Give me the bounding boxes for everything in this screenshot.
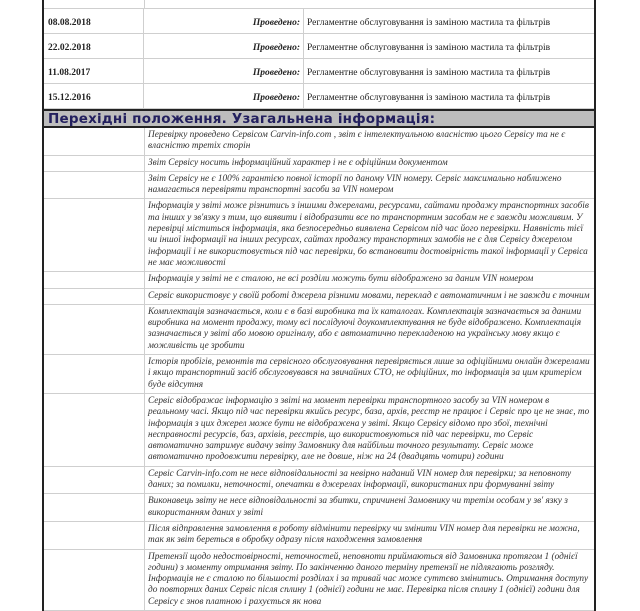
service-status: Проведено: xyxy=(144,59,304,83)
info-left-cell xyxy=(44,289,145,304)
section-title: Перехідні положення. Узагальнена інформація: xyxy=(48,111,436,127)
info-left-cell xyxy=(44,199,145,271)
report-document xyxy=(42,0,596,611)
service-history-row xyxy=(44,9,594,34)
info-text: Претензії щодо недостовірності, неточностей, неповноти приймаються від Замовника протягом 1 (однієї години) з моменту отримання звіту. По закінченню даного терміну претензії не підлягають розгляду. Інформація не є сталою по більшості розділах і за тривай час може суттєво змінитись. Отримання доступу до повторних даних Сервіс після сплину 1 (однієї) години не має. Перевірка після сплину 1 (однієї) години для Сервісу є знов платною і рахується як нова xyxy=(148,551,589,607)
info-text: Сервіс відображає інформацію з звіті на момент перевірки транспортного засобу за VIN номером в реальному часі. Якщо під час перевірки якийсь ресурс, база, архів, реєстр не працює і Сервіс про це не знає, то інформація з цих джерел може бути не відображена у звіті. Якщо Сервісу відомо про збої, технічні несправності ресурсів, баз, архівів, реєстрів, що використовуються під час перевірки, то Сервіс автоматично затримує видачу звіту Замовнику для найбільш точного результату. Сервіс може автоматично продовжити перевірку, але не довше, ніж на 24 (двадцять чотири) години xyxy=(148,395,590,463)
service-description: Регламентне обслуговування із заміною мастила та фільтрів xyxy=(307,68,551,78)
info-row xyxy=(44,156,594,172)
info-left-cell xyxy=(44,172,145,199)
info-row xyxy=(44,394,594,467)
info-text: Інформація у звіті не є сталою, не всі розділи можуть бути відображено за даним VIN номером xyxy=(148,274,534,285)
service-description: Регламентне обслуговування із заміною мастила та фільтрів xyxy=(307,18,551,28)
info-left-cell xyxy=(44,305,145,354)
info-left-cell xyxy=(44,550,145,610)
info-left-cell xyxy=(44,272,145,287)
info-row xyxy=(44,128,594,156)
info-row xyxy=(44,355,594,394)
service-history-row xyxy=(44,84,594,109)
info-text: Виконавець звіту не несе відповідальності за збитки, спричинені Замовнику чи третім особам у зв' язку з використанням даних у звіті xyxy=(148,496,568,518)
info-left-cell xyxy=(44,467,145,494)
info-table xyxy=(44,128,594,611)
service-description: Регламентне обслуговування із заміною мастила та фільтрів xyxy=(307,43,551,53)
service-history-row xyxy=(44,59,594,84)
service-description: Регламентне обслуговування із заміною мастила та фільтрів xyxy=(307,93,551,103)
service-status: Проведено: xyxy=(144,34,304,58)
info-row xyxy=(44,494,594,522)
info-left-cell xyxy=(44,522,145,549)
info-row xyxy=(44,172,594,200)
info-text: Сервіс Carvin-info.com не несе відповідальності за невірно наданий VIN номер для перевірки; за неповноту даних; за помилки, неточності, опечатки в джерелах інформації, використаних при формуванні звіту xyxy=(148,468,572,491)
info-left-cell xyxy=(44,494,145,521)
service-date: 15.12.2016 xyxy=(44,84,144,108)
info-left-cell xyxy=(44,128,145,155)
info-text: Комплектація зазначається, коли є в базі виробника та їх каталогах. Комплектація зазначається за даними виробника на момент продажу, тому всі послідуючі доукомплектування не буде відображено. Комплектація зазначається у звіті або мовою оригіналу, або є автоматично перекладеною на українську мову якщо є можливість це зробити xyxy=(148,306,582,351)
service-status: Проведено: xyxy=(144,9,304,33)
info-text: Історія пробігів, ремонтів та сервісного обслуговування перевіряється лише за офіційними онлайн джерелами і якщо транспортний засіб обслуговувався на звичайних СТО, не офіційних, то інформація за цим критерієм буде відсутня xyxy=(148,357,590,390)
service-date: 11.08.2017 xyxy=(44,59,144,83)
info-row xyxy=(44,522,594,550)
info-text: Звіт Сервісу не є 100% гарантією повної історії по даному VIN номеру. Сервіс максимально наближено намагається перевіряти транспортні засоби за VIN номером xyxy=(148,173,562,196)
info-row xyxy=(44,289,594,305)
service-history-table xyxy=(44,9,594,109)
service-history-spacer xyxy=(44,0,594,9)
spacer-cell xyxy=(44,0,145,8)
info-row xyxy=(44,305,594,355)
service-date: 22.02.2018 xyxy=(44,34,144,58)
info-text: Після відправлення замовлення в роботу відмінити перевірку чи змінити VIN номер для перевірки не можна, так як звіт береться в обробку одразу після находження замовлення xyxy=(148,523,580,546)
info-text: Звіт Сервісу носить інформаційний характер і не є офіційним документом xyxy=(148,157,448,168)
info-row xyxy=(44,550,594,611)
service-date: 08.08.2018 xyxy=(44,9,144,33)
info-left-cell xyxy=(44,355,145,393)
service-status: Проведено: xyxy=(144,84,304,108)
info-row xyxy=(44,272,594,288)
section-header xyxy=(44,109,594,128)
info-text: Сервіс використовує у своїй роботі джерела різними мовами, переклад є автоматичним і не завжди є точним xyxy=(148,290,590,301)
info-row xyxy=(44,199,594,272)
service-history-row xyxy=(44,34,594,59)
info-text: Інформація у звіті може різнитись з іншими джерелами, ресурсами, сайтами продажу транспортних засобів та інших у зв'язку з тим, що виявити і відобразити все по транспортним засобам не є завжди можливим. У перевірці міститься інформація, яка безпосередньо виявлена Сервісом під час його перевірки. Наявність тієї чи іншої інформації на інших ресурсах, сайтах продажу транспортних замобів не є для Сервісу джерелом інформації і не використовується під час перевірки, бо встановити достовірність такої інформації у Сервіса не має можливості xyxy=(148,201,589,268)
info-text: Перевірку проведено Сервісом Carvin-info.com , звіт є інтелектуальною власністю цього Сервісу та не є власністю третіх сторін xyxy=(148,130,566,152)
info-row xyxy=(44,467,594,495)
info-left-cell xyxy=(44,156,145,171)
info-left-cell xyxy=(44,394,145,466)
